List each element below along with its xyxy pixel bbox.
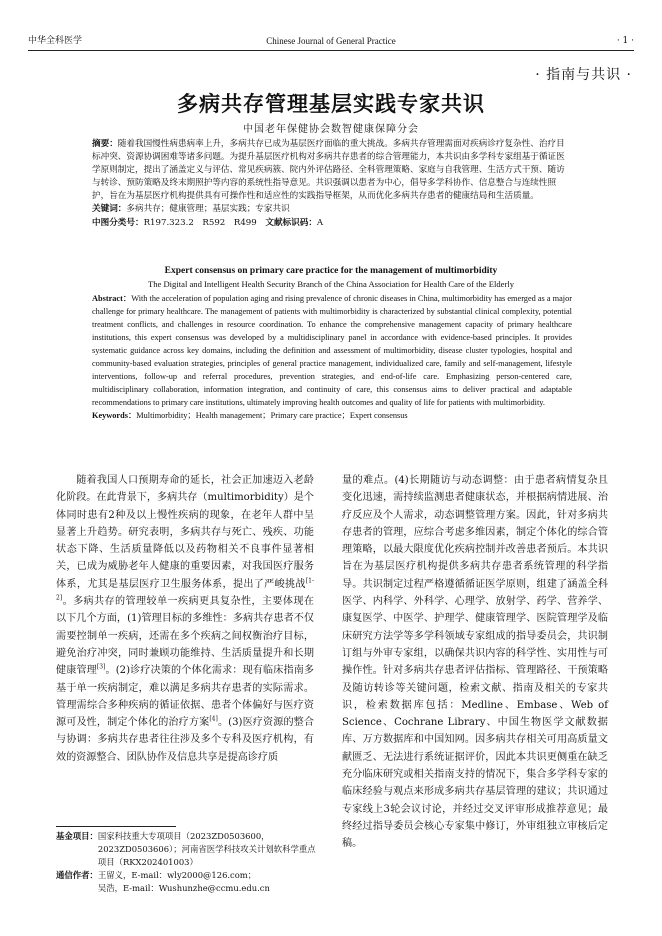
body-paragraph: 量的难点。(4)长期随访与动态调整：由于患者病情复杂且变化迅速，需持续监测患者健康状态，并根据病情进展、治疗反应及个人需求，动态调整管理方案。因此，针对多病共存患者的管理，应综合考虑多维因素，制定个体化的综合管理策略，以最大限度优化疾病控制并改善患者预后。本共识旨在为基层医疗机构提供多病共存患者系统管理的科学指导。共识制定过程严格遵循循证医学原则，组建了涵盖全科医学、内科学、外科学、心理学、放射学、药学、营养学、康复医学、中医学、护理学、健康管理学、医院管理学及临床研究方法学等多学科领域专家组成的指导委员会，共识制订组与外审专家组，以确保共识内容的科学性、实用性与可操作性。针对多病共存患者评估指标、管理路径、干预策略及随访转诊等关键问题，检索文献、指南及相关的专家共识，检索数据库包括：Medline、Embase、Web of Science、Cochrane Library、中国生物医学文献数据库、万方数据库和中国知网。因多病共存相关可用高质量文献匮乏、无法进行系统证据评价，因此本共识更侧重在缺乏充分临床研究或相关指南支持的情况下，集合多学科专家的临床经验与观点来形成多病共存基层管理的建议；共识通过专家线上3轮会议讨论，并经过交叉评审形成推荐意见；最终经过指导委员会核心专家集中修订，外审组独立审核后定稿。 (342, 475, 608, 850)
doc-code: A (316, 217, 324, 228)
english-authors: The Digital and Intelligent Health Security Branch of the China Association for Health Care of the Elderly (147, 279, 515, 289)
body-paragraph (56, 472, 314, 766)
correspondence-authors (98, 869, 318, 895)
funding-text: 国家科技重大专项项目（2023ZD0503600，2023ZD0503606）；河南省医学科技攻关计划软科学重点项目（RKX202401003） (97, 831, 316, 867)
citation[interactable]: [1-2] (56, 577, 314, 602)
correspondence-author-1: 王留义，E-mail：wly2000@126.com； (97, 870, 257, 880)
abstract-text: 随着我国慢性病患病率上升，多病共存已成为基层医疗面临的重大挑战。多病共存管理需面对疾病诊疗复杂性、治疗目标冲突、资源协调困难等诸多问题。为提升基层医疗机构对多病共存患者的综合管理能力，本共识由多学科专家组基于循证医学原则制定，提出了涵盖定义与评估、常见疾病簇、院内外评估路径、全科管理策略、家庭与自我管理、生活方式干预、随访与转诊、预防策略及终末期照护等内容的系统性指导意见。共识强调以患者为中心，倡导多学科协作、信息整合与连续性照护，旨在为基层医疗机构提供具有可操作性和适应性的实践指导框架，从而优化多病共存患者的健康结局和生活质量。 (92, 139, 565, 202)
clc-label: 中图分类号： (92, 217, 144, 228)
body-text: 。多病共存的管理较单一疾病更具复杂性，主要体现在以下几个方面，(1)管理目标的多维性：多病共存患者不仅需要控制单一疾病，还需在多个疾病之间权衡治疗目标，避免治疗冲突，同时兼顾功能维持、生活质量提升和长期健康管理 (56, 596, 314, 677)
body-text: 。(2)诊疗决策的个体化需求：现有临床指南多基于单一疾病制定，难以满足多病共存患者的实际需求。管理需综合多种疾病的循证依据、患者个体偏好与医疗资源可及性，制定个体化的治疗方案 (56, 665, 315, 729)
correspondence-label: 通信作者： (56, 870, 98, 880)
body-column-left (56, 472, 314, 766)
footnotes (56, 830, 318, 895)
funding-note (56, 830, 318, 869)
body-text: 。(3)医疗资源的整合与协调：多病共存患者往往涉及多个专科及医疗机构，有效的资源整合、团队协作及信息共享是提高诊疗质 (56, 717, 314, 763)
body-text: 随着我国人口预期寿命的延长，社会正加速迈入老龄化阶段。在此背景下，多病共存（multimorbidity）是个体同时患有2种及以上慢性疾病的现象，在老年人群中呈显著上升趋势。研究表明，多病共存与死亡、残疾、功能状态下降、生活质量降低以及药物相关不良事件显著相关，已成为威胁老年人健康的重要因素，对我国医疗服务体系，尤其是基层医疗卫生服务体系，提出了严峻挑战 (56, 475, 314, 590)
page-number: · 1 · (616, 36, 634, 46)
funding-label: 基金项目： (56, 831, 98, 841)
abstract-label: 摘要： (92, 139, 118, 149)
correspondence-author-2: 吴浩，E-mail：Wushunzhe@ccmu.edu.cn (97, 883, 270, 893)
english-abstract (92, 293, 572, 423)
keywords-label: 关键词： (92, 204, 127, 215)
running-head (28, 34, 634, 51)
english-title: Expert consensus on primary care practice for the management of multimorbidity (164, 266, 498, 276)
english-keywords-label: Keywords： (92, 410, 137, 420)
english-abstract-text: With the acceleration of population aging and rising prevalence of chronic diseases in China, multimorbidity has emerged as a major challenge for primary healthcare. The management of patients with multimorbidity is characterized by substantial clinical complexity, potential treatment conflicts, and challenges in resource coordination. To enhance the comprehensive management capacity of primary healthcare institutions, this expert consensus was developed by a multidisciplinary panel in accordance with evidence-based principles. It provides systematic guidance across key domains, including the definition and assessment of multimorbidity, disease cluster typologies, hospital and community-based evaluation strategies, principles of general practice management, individualized care, family and self-management, lifestyle interventions, follow-up and referral procedures, prevention strategies, and end-of-life care. Emphasizing person-centered care, multidisciplinary collaboration, information integration, and continuity of care, this consensus aims to deliver practical and adaptable recommendations to primary care institutions, ultimately improving health outcomes and quality of life for patients with multimorbidity. (92, 294, 572, 407)
chinese-abstract (92, 138, 572, 230)
body-column-right (342, 472, 608, 853)
journal-name-cn: 中华全科医学 (28, 36, 83, 46)
keywords-text: 多病共存；健康管理；基层实践；专家共识 (126, 204, 290, 215)
section-label: · 指南与共识 · (535, 67, 632, 83)
correspondence-note (56, 869, 318, 895)
citation[interactable]: [4] (209, 715, 218, 723)
citation[interactable]: [3] (96, 663, 106, 671)
article-title: 多病共存管理基层实践专家共识 (177, 91, 485, 116)
article-authors: 中国老年保健协会数智健康保障分会 (243, 124, 419, 135)
footnote-divider (56, 826, 176, 827)
english-abstract-label: Abstract： (92, 294, 132, 303)
english-keywords-text: Multimorbidity；Health management；Primary care practice；Expert consensus (136, 410, 408, 420)
clc-number: R197.323.2 R592 R499 (143, 217, 257, 228)
doc-code-label: 文献标识码： (265, 217, 317, 228)
journal-name-en: Chinese Journal of General Practice (266, 36, 396, 46)
